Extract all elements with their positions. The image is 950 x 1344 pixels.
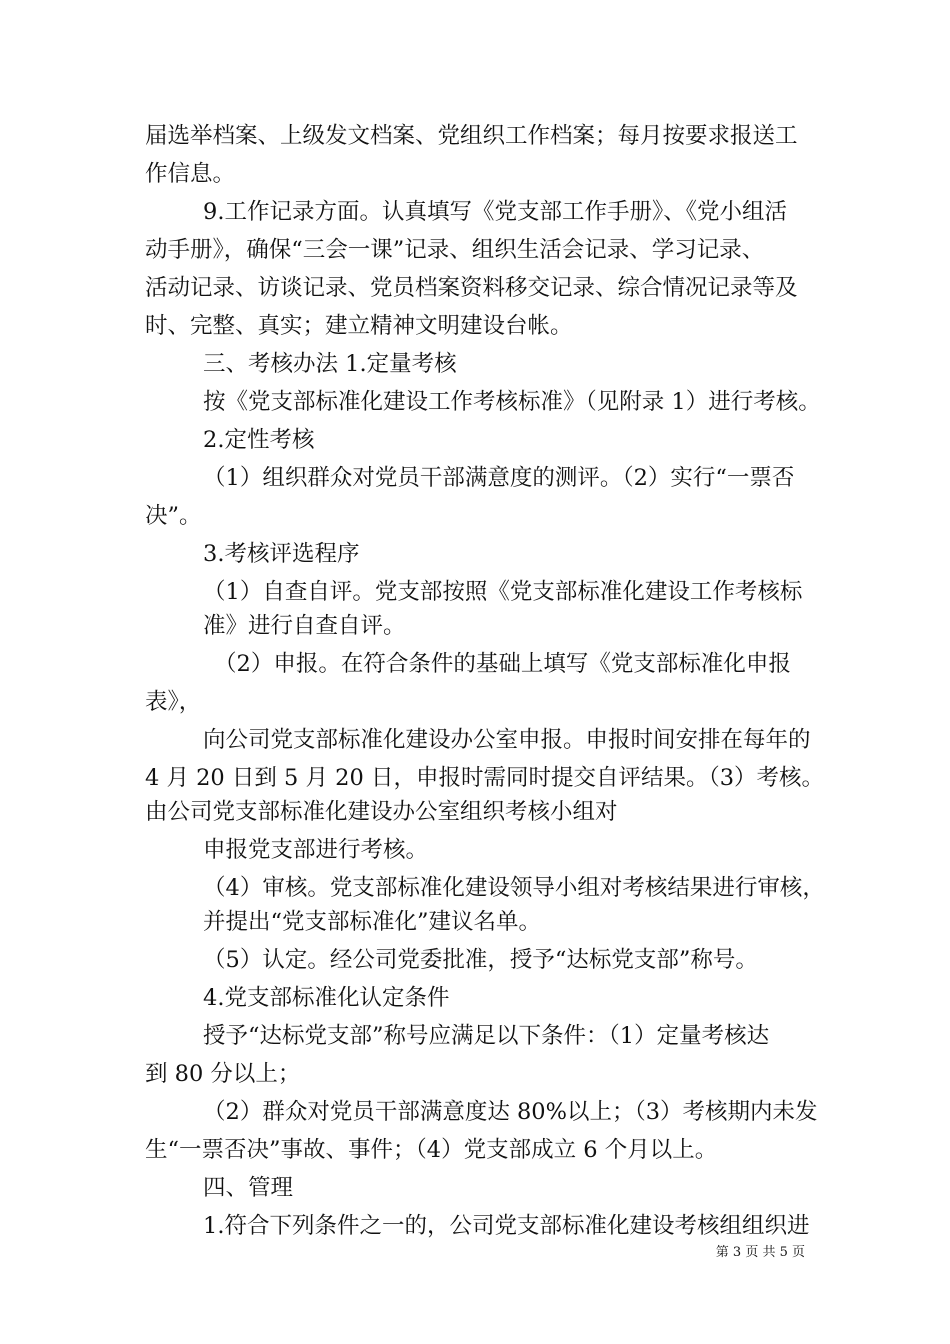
text-line-22: 并提出“党支部标准化”建议名单。: [203, 909, 542, 935]
text-line-7: 三、考核办法 1.定量考核: [203, 351, 457, 377]
text-line-29: 四、管理: [203, 1175, 294, 1201]
text-line-4: 动手册》，确保“三会一课”记录、组织生活会记录、学习记录、: [145, 237, 765, 263]
text-line-11: 决”。: [145, 503, 202, 529]
text-line-10: （1）组织群众对党员干部满意度的测评。（2）实行“一票否: [203, 465, 795, 491]
page-number-footer: 第 3 页 共 5 页: [715, 1245, 805, 1260]
text-line-14: 准》进行自查自评。: [203, 613, 406, 639]
text-line-5: 活动记录、访谈记录、党员档案资料移交记录、综合情况记录等及: [145, 275, 798, 301]
text-line-6: 时、完整、真实；建立精神文明建设台帐。: [145, 313, 573, 339]
text-line-1: 届选举档案、上级发文档案、党组织工作档案；每月按要求报送工: [145, 123, 798, 149]
text-line-19: 由公司党支部标准化建设办公室组织考核小组对: [145, 799, 618, 825]
text-line-20: 申报党支部进行考核。: [203, 837, 429, 863]
text-line-26: 到 80 分以上；: [145, 1061, 301, 1087]
text-line-27: （2）群众对党员干部满意度达 80%以上；（3）考核期内未发: [203, 1099, 818, 1125]
text-line-12: 3.考核评选程序: [203, 541, 360, 567]
text-line-17: 向公司党支部标准化建设办公室申报。申报时间安排在每年的: [203, 727, 811, 753]
text-line-13: （1）自查自评。党支部按照《党支部标准化建设工作考核标: [203, 579, 803, 605]
text-line-30: 1.符合下列条件之一的，公司党支部标准化建设考核组组织进: [203, 1213, 810, 1239]
text-line-18: 4 月 20 日到 5 月 20 日，申报时需同时提交自评结果。（3）考核。: [145, 765, 825, 791]
text-line-21: （4）审核。党支部标准化建设领导小组对考核结果进行审核，: [203, 875, 825, 901]
text-line-8: 按《党支部标准化建设工作考核标准》（见附录 1）进行考核。: [203, 389, 821, 415]
text-line-23: （5）认定。经公司党委批准，授予“达标党支部”称号。: [203, 947, 758, 973]
text-line-9: 2.定性考核: [203, 427, 315, 453]
text-line-16: 表》，: [145, 689, 202, 715]
text-line-24: 4.党支部标准化认定条件: [203, 985, 450, 1011]
text-line-15: （2）申报。在符合条件的基础上填写《党支部标准化申报: [214, 651, 791, 677]
text-line-2: 作信息。: [145, 161, 236, 187]
text-line-3: 9.工作记录方面。认真填写《党支部工作手册》、《党小组活: [203, 199, 787, 225]
text-line-28: 生“一票否决”事故、事件；（4）党支部成立 6 个月以上。: [145, 1137, 718, 1163]
text-line-25: 授予“达标党支部”称号应满足以下条件：（1）定量考核达: [203, 1023, 770, 1049]
